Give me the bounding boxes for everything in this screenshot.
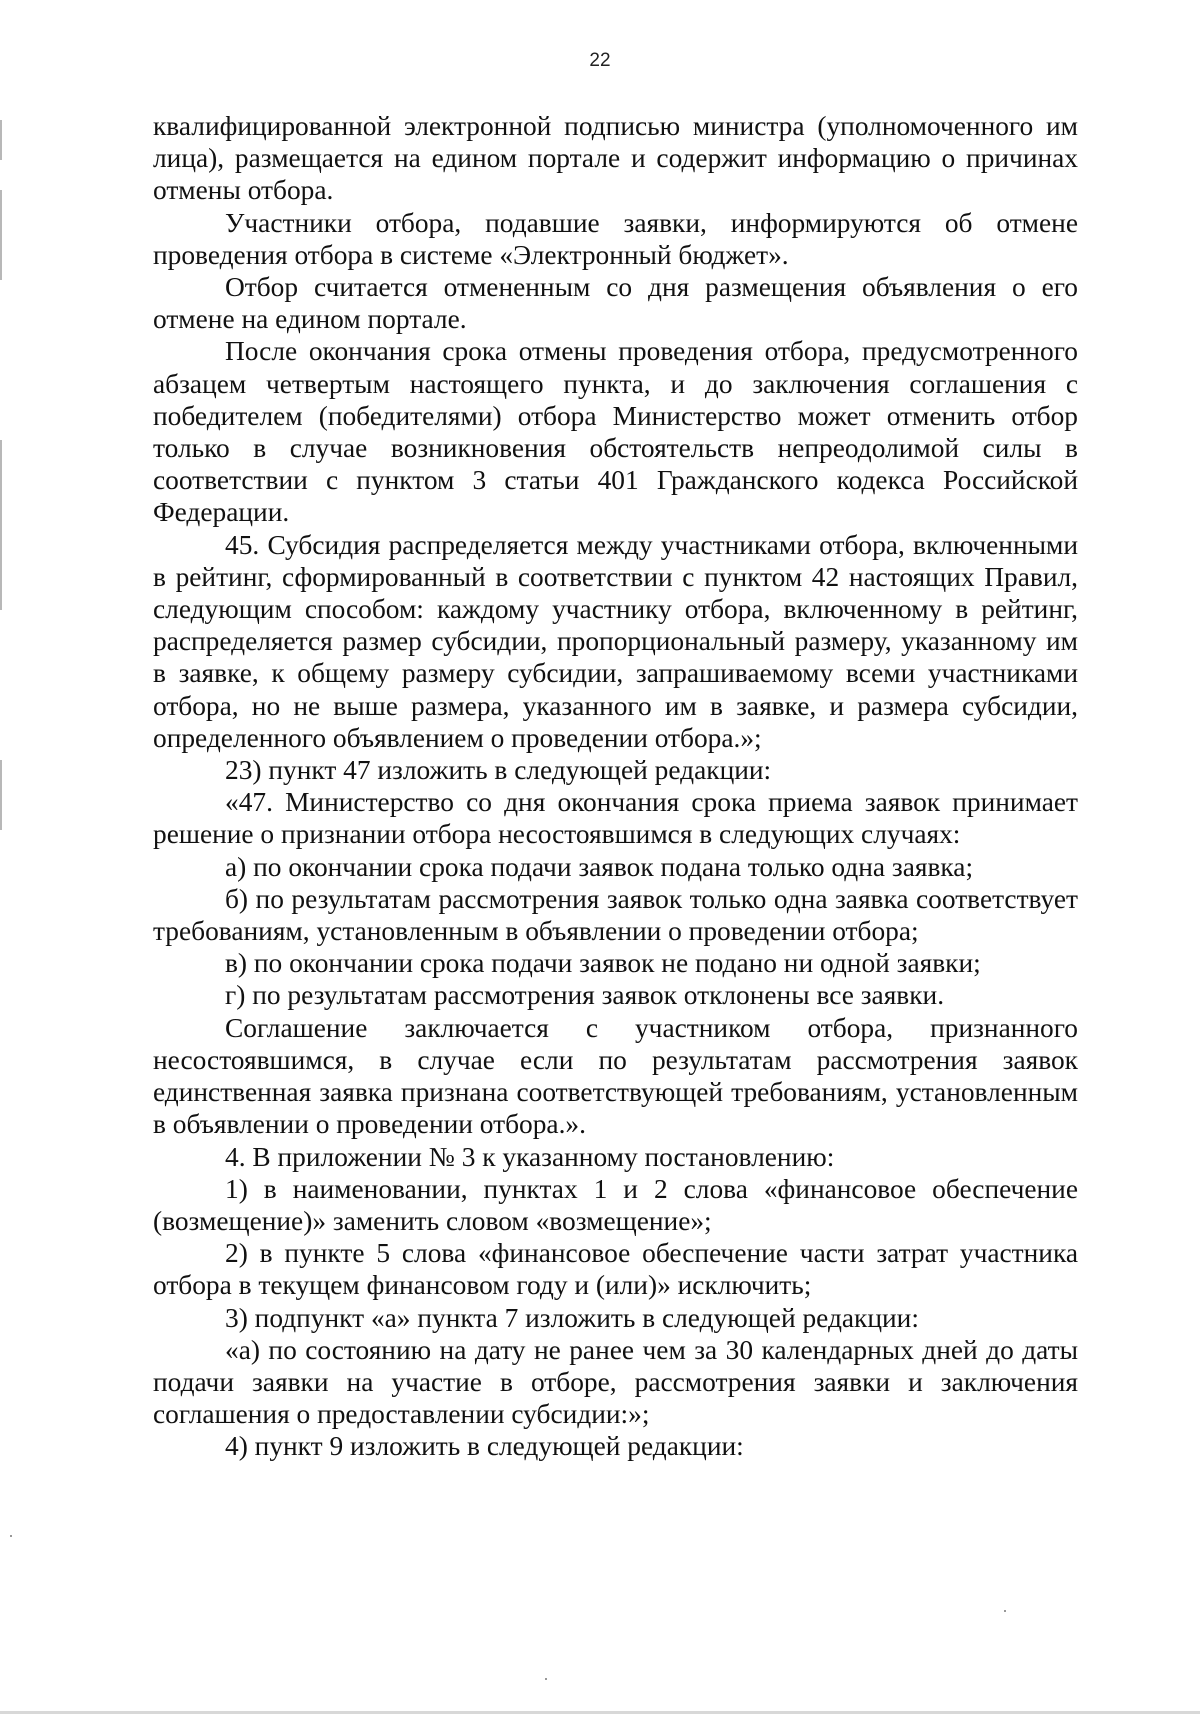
- scan-edge-mark: [0, 440, 2, 610]
- page-number: 22: [589, 50, 611, 71]
- paragraph: После окончания срока отмены проведения отбора, предусмотренного абзацем четвертым настоящего пункта, и до заключения соглашения с победителем (победителями) отбора Министерство может отменить отбор только в случае возникновения обстоятельств непреодолимой силы в соответствии с пунктом 3 статьи 401 Гражданского кодекса Российской Федерации.: [153, 336, 1078, 528]
- paragraph: 1) в наименовании, пунктах 1 и 2 слова «финансовое обеспечение (возмещение)» заменить словом «возмещение»;: [153, 1173, 1078, 1236]
- scan-edge-mark: [0, 190, 2, 280]
- paragraph: г) по результатам рассмотрения заявок отклонены все заявки.: [225, 980, 945, 1011]
- paragraph: 4) пункт 9 изложить в следующей редакции:: [225, 1431, 744, 1462]
- paragraph: б) по результатам рассмотрения заявок только одна заявка соответствует требованиям, установленным в объявлении о проведении отбора;: [153, 883, 1078, 947]
- paragraph: 3) подпункт «а» пункта 7 изложить в следующей редакции:: [225, 1302, 919, 1333]
- document-body: [153, 110, 1078, 1463]
- paragraph: в) по окончании срока подачи заявок не подано ни одной заявки;: [225, 948, 981, 979]
- paragraph: Отбор считается отмененным со дня размещения объявления о его отмене на едином портале.: [153, 272, 1078, 335]
- paragraph: Участники отбора, подавшие заявки, информируются об отмене проведения отбора в системе «Электронный бюджет».: [153, 207, 1078, 270]
- paragraph: квалифицированной электронной подписью министра (уполномоченного им лица), размещается на едином портале и содержит информацию о причинах отмены отбора.: [153, 111, 1078, 206]
- paragraph: «а) по состоянию на дату не ранее чем за 30 календарных дней до даты подачи заявки на участие в отборе, рассмотрения заявки и заключения соглашения о предоставлении субсидии:»;: [153, 1334, 1078, 1430]
- paragraph: Соглашение заключается с участником отбора, признанного несостоявшимся, в случае если по результатам рассмотрения заявок единственная заявка признана соответствующей требованиям, установленным в объявлении о проведении отбора.».: [153, 1012, 1078, 1140]
- paragraph: 23) пункт 47 изложить в следующей редакции:: [225, 755, 772, 786]
- paragraph: а) по окончании срока подачи заявок подана только одна заявка;: [225, 851, 974, 882]
- paragraph: 2) в пункте 5 слова «финансовое обеспечение части затрат участника отбора в текущем финансовом году и (или)» исключить;: [153, 1238, 1078, 1301]
- scan-speck: [545, 1678, 547, 1680]
- scan-edge-mark: [0, 760, 2, 830]
- scan-speck: [1004, 1610, 1006, 1612]
- paragraph: 4. В приложении № 3 к указанному постановлению:: [225, 1141, 835, 1172]
- scan-edge-mark: [0, 120, 2, 160]
- scan-speck: [10, 1535, 12, 1537]
- paragraph: 45. Субсидия распределяется между участниками отбора, включенными в рейтинг, сформированный в соответствии с пунктом 42 настоящих Правил, следующим способом: каждому участнику отбора, включенному в рейтинг, распределяется размер субсидии, пропорциональный размеру, указанному им в заявке, к общему размеру субсидии, запрашиваемому всеми участниками отбора, но не выше размера, указанного им в заявке, и размера субсидии, определенного объявлением о проведении отбора.»;: [153, 529, 1078, 753]
- paragraph: «47. Министерство со дня окончания срока приема заявок принимает решение о признании отбора несостоявшимся в следующих случаях:: [153, 787, 1078, 850]
